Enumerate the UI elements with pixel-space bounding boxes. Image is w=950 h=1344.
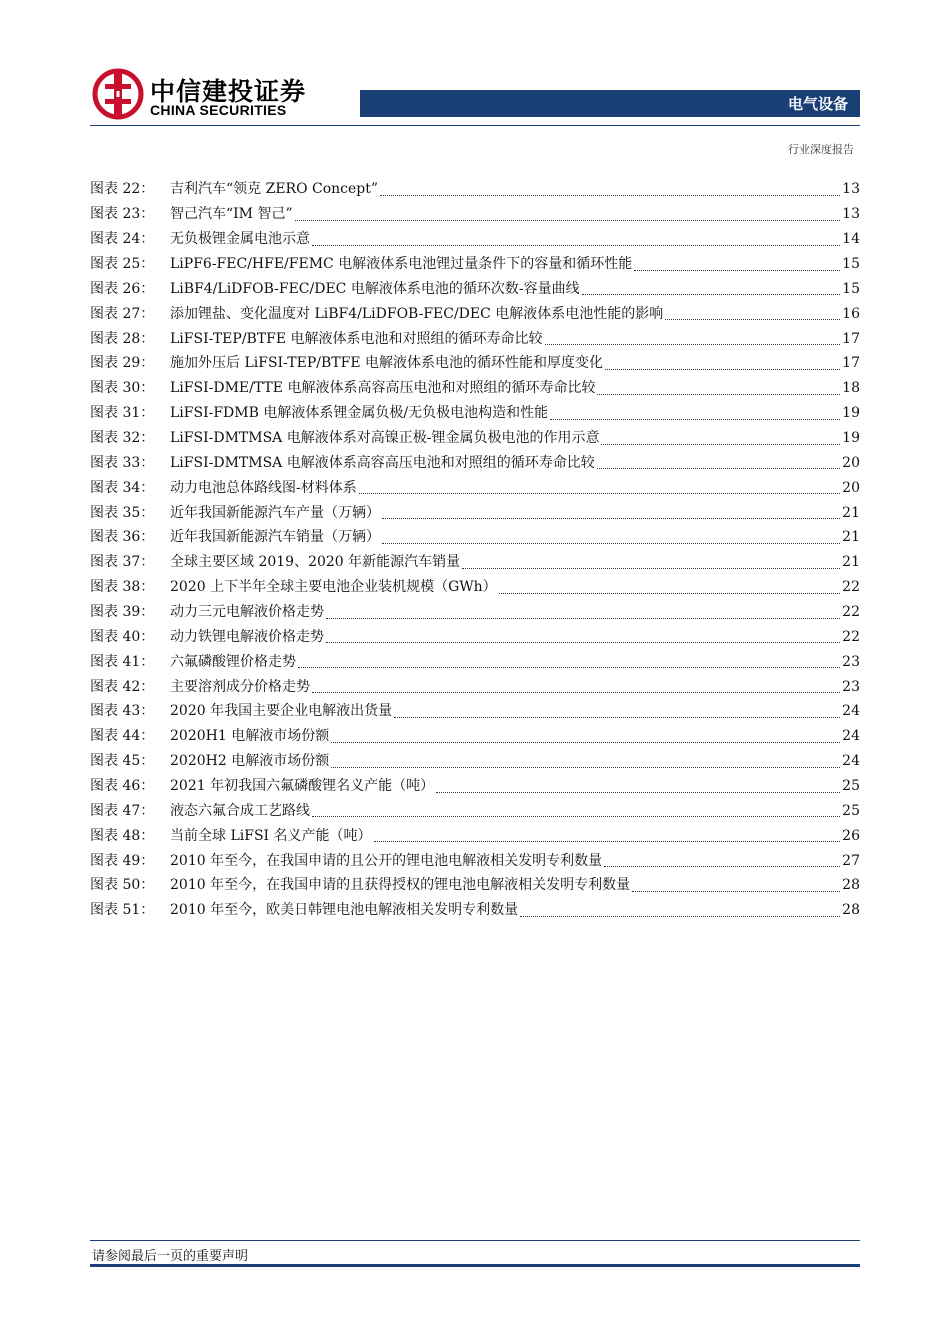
toc-leader-dots xyxy=(634,258,840,271)
toc-leader-dots xyxy=(545,332,841,345)
toc-entry-page: 23 xyxy=(842,653,860,670)
toc-leader-dots xyxy=(597,382,840,395)
toc-entry-number: 图表 39： xyxy=(90,604,155,621)
toc-leader-dots xyxy=(298,655,840,668)
toc-entry-page: 24 xyxy=(842,703,860,720)
toc-entry-page: 13 xyxy=(842,206,860,223)
toc-entry-title: 2010 年至今，在我国申请的且公开的锂电池电解液相关发明专利数量 xyxy=(170,852,603,869)
toc-entry-title: LiBF4/LiDFOB-FEC/DEC 电解液体系电池的循环次数-容量曲线 xyxy=(170,280,580,297)
toc-entry-number: 图表 30： xyxy=(90,380,155,397)
toc-entry-number: 图表 26： xyxy=(90,280,155,297)
toc-entry-page: 28 xyxy=(842,902,860,919)
toc-entry-number: 图表 45： xyxy=(90,753,155,770)
toc-entry-title: 主要溶剂成分价格走势 xyxy=(170,678,310,695)
toc-entry-number: 图表 37： xyxy=(90,554,155,571)
toc-entry-number: 图表 49： xyxy=(90,852,155,869)
toc-leader-dots xyxy=(382,506,840,519)
toc-entry[interactable] xyxy=(90,674,860,699)
toc-entry-page: 19 xyxy=(842,405,860,422)
toc-entry-title: 施加外压后 LiFSI-TEP/BTFE 电解液体系电池的循环性能和厚度变化 xyxy=(170,355,603,372)
toc-entry-title: LiFSI-DMTMSA 电解液体系高容高压电池和对照组的循环寿命比较 xyxy=(170,454,595,471)
toc-leader-dots xyxy=(394,705,840,718)
toc-entry-number: 图表 27： xyxy=(90,305,155,322)
toc-entry-page: 22 xyxy=(842,628,860,645)
toc-entry[interactable] xyxy=(90,326,860,351)
toc-entry-number: 图表 43： xyxy=(90,703,155,720)
toc-entry[interactable] xyxy=(90,624,860,649)
toc-entry-number: 图表 50： xyxy=(90,877,155,894)
toc-entry-title: 2021 年初我国六氟磷酸锂名义产能（吨） xyxy=(170,778,435,795)
toc-entry-number: 图表 33： xyxy=(90,454,155,471)
toc-entry-page: 24 xyxy=(842,728,860,745)
toc-leader-dots xyxy=(665,307,840,320)
toc-entry-title: LiFSI-FDMB 电解液体系锂金属负极/无负极电池构造和性能 xyxy=(170,405,549,422)
toc-leader-dots xyxy=(295,208,841,221)
toc-entry-title: 液态六氟合成工艺路线 xyxy=(170,802,310,819)
toc-entry-page: 17 xyxy=(842,355,860,372)
toc-leader-dots xyxy=(597,456,840,469)
toc-entry-title: 2020 年我国主要企业电解液出货量 xyxy=(170,703,393,720)
toc-entry-page: 28 xyxy=(842,877,860,894)
toc-entry[interactable] xyxy=(90,202,860,227)
toc-entry[interactable] xyxy=(90,649,860,674)
toc-entry-number: 图表 42： xyxy=(90,678,155,695)
toc-entry[interactable] xyxy=(90,500,860,525)
disclaimer-note: 请参阅最后一页的重要声明 xyxy=(92,1249,249,1264)
toc-entry-page: 25 xyxy=(842,778,860,795)
toc-leader-dots xyxy=(582,282,841,295)
brand-name-cn: 中信建投证券 xyxy=(150,77,307,106)
toc-leader-dots xyxy=(605,357,840,370)
toc-entry-title: 动力铁锂电解液价格走势 xyxy=(170,628,324,645)
toc-entry-number: 图表 22： xyxy=(90,181,155,198)
toc-leader-dots xyxy=(499,581,841,594)
toc-entry-number: 图表 38： xyxy=(90,579,155,596)
header-divider xyxy=(90,125,860,126)
toc-entry[interactable] xyxy=(90,351,860,376)
toc-entry-title: 吉利汽车“领克 ZERO Concept” xyxy=(170,181,379,198)
toc-entry[interactable] xyxy=(90,724,860,749)
toc-entry-page: 17 xyxy=(842,330,860,347)
toc-entry-number: 图表 48： xyxy=(90,827,155,844)
sector-banner xyxy=(360,90,860,117)
toc-entry-title: LiFSI-TEP/BTFE 电解液体系电池和对照组的循环寿命比较 xyxy=(170,330,543,347)
toc-entry-number: 图表 34： xyxy=(90,479,155,496)
toc-leader-dots xyxy=(312,804,840,817)
toc-entry-title: 添加锂盐、变化温度对 LiBF4/LiDFOB-FEC/DEC 电解液体系电池性能的影响 xyxy=(170,305,664,322)
toc-entry-number: 图表 24： xyxy=(90,231,155,248)
toc-entry[interactable] xyxy=(90,525,860,550)
footer-bar xyxy=(90,1264,860,1267)
toc-entry-title: 2010 年至今，欧美日韩锂电池电解液相关发明专利数量 xyxy=(170,902,519,919)
sector-label: 电气设备 xyxy=(787,95,848,113)
toc-entry-page: 21 xyxy=(842,529,860,546)
toc-leader-dots xyxy=(462,556,840,569)
toc-entry-page: 26 xyxy=(842,827,860,844)
toc-entry[interactable] xyxy=(90,749,860,774)
toc-entry-page: 20 xyxy=(842,479,860,496)
toc-entry-page: 22 xyxy=(842,604,860,621)
toc-entry[interactable] xyxy=(90,600,860,625)
toc-entry-number: 图表 44： xyxy=(90,728,155,745)
toc-entry-number: 图表 28： xyxy=(90,330,155,347)
footer-divider xyxy=(90,1240,860,1241)
toc-entry-title: 近年我国新能源汽车销量（万辆） xyxy=(170,529,380,546)
toc-entry[interactable] xyxy=(90,798,860,823)
toc-entry[interactable] xyxy=(90,252,860,277)
toc-leader-dots xyxy=(632,879,840,892)
toc-entry[interactable] xyxy=(90,823,860,848)
toc-leader-dots xyxy=(380,183,840,196)
toc-entry-page: 21 xyxy=(842,554,860,571)
toc-entry-title: 全球主要区域 2019、2020 年新能源汽车销量 xyxy=(170,554,461,571)
toc-leader-dots xyxy=(550,407,840,420)
toc-entry-number: 图表 32： xyxy=(90,430,155,447)
toc-entry-page: 24 xyxy=(842,753,860,770)
toc-entry[interactable] xyxy=(90,848,860,873)
toc-entry-page: 19 xyxy=(842,430,860,447)
toc-entry-title: 无负极锂金属电池示意 xyxy=(170,231,310,248)
toc-entry-page: 15 xyxy=(842,256,860,272)
toc-entry-page: 25 xyxy=(842,802,860,819)
toc-entry-title: 2020H2 电解液市场份额 xyxy=(170,753,330,770)
toc-entry-title: 当前全球 LiFSI 名义产能（吨） xyxy=(170,827,372,844)
toc-entry[interactable] xyxy=(90,898,860,923)
toc-entry-number: 图表 36： xyxy=(90,529,155,546)
toc-entry[interactable] xyxy=(90,873,860,898)
toc-entry-title: 动力电池总体路线图-材料体系 xyxy=(170,479,357,496)
toc-entry-number: 图表 31： xyxy=(90,405,155,422)
toc-entry-number: 图表 41： xyxy=(90,653,155,670)
toc-leader-dots xyxy=(604,854,840,867)
toc-leader-dots xyxy=(331,755,840,768)
toc-leader-dots xyxy=(312,233,840,246)
toc-entry[interactable] xyxy=(90,426,860,451)
toc-entry-title: 智己汽车“IM 智己” xyxy=(170,206,293,223)
toc-entry[interactable] xyxy=(90,177,860,202)
toc-entry-number: 图表 35： xyxy=(90,504,155,521)
toc-leader-dots xyxy=(326,606,840,619)
toc-leader-dots xyxy=(326,630,840,643)
toc-entry-title: 2010 年至今，在我国申请的且获得授权的锂电池电解液相关发明专利数量 xyxy=(170,877,631,894)
toc-entry[interactable] xyxy=(90,227,860,252)
toc-entry-number: 图表 46： xyxy=(90,778,155,795)
toc-entry-title: 2020 上下半年全球主要电池企业装机规模（GWh） xyxy=(170,579,497,596)
toc-entry[interactable] xyxy=(90,376,860,401)
toc-entry-page: 18 xyxy=(842,380,860,397)
toc-entry[interactable] xyxy=(90,774,860,799)
toc-leader-dots xyxy=(374,829,841,842)
toc-entry-number: 图表 51： xyxy=(90,902,155,919)
toc-entry-number: 图表 23： xyxy=(90,206,155,223)
toc-entry-number: 图表 40： xyxy=(90,628,155,645)
toc-entry-number: 图表 25： xyxy=(90,256,155,272)
toc-entry-title: 2020H1 电解液市场份额 xyxy=(170,728,330,745)
toc-entry[interactable] xyxy=(90,450,860,475)
brand-name-en: CHINA SECURITIES xyxy=(150,102,287,118)
toc-entry-page: 15 xyxy=(842,280,860,297)
toc-entry-title: 动力三元电解液价格走势 xyxy=(170,604,324,621)
toc-entry-page: 27 xyxy=(842,852,860,869)
toc-entry[interactable] xyxy=(90,276,860,301)
company-logo xyxy=(92,68,312,124)
toc-entry[interactable] xyxy=(90,401,860,426)
toc-leader-dots xyxy=(436,780,840,793)
toc-leader-dots xyxy=(520,904,840,917)
toc-entry-title: 近年我国新能源汽车产量（万辆） xyxy=(170,504,380,521)
toc-entry[interactable] xyxy=(90,699,860,724)
toc-entry-title: 六氟磷酸锂价格走势 xyxy=(170,653,296,670)
report-type: 行业深度报告 xyxy=(788,143,854,156)
toc-entry[interactable] xyxy=(90,301,860,326)
toc-entry[interactable] xyxy=(90,475,860,500)
toc-entry-page: 23 xyxy=(842,678,860,695)
toc-entry-page: 14 xyxy=(842,231,860,248)
toc-leader-dots xyxy=(359,481,840,494)
toc-entry-page: 20 xyxy=(842,454,860,471)
toc-entry-number: 图表 29： xyxy=(90,355,155,372)
toc-entry[interactable] xyxy=(90,550,860,575)
toc-entry-page: 22 xyxy=(842,579,860,596)
toc-entry-number: 图表 47： xyxy=(90,802,155,819)
figure-index xyxy=(90,177,860,923)
toc-entry-page: 21 xyxy=(842,504,860,521)
citic-logo-icon xyxy=(92,68,144,120)
toc-leader-dots xyxy=(601,432,840,445)
toc-entry-title: LiFSI-DME/TTE 电解液体系高容高压电池和对照组的循环寿命比较 xyxy=(170,380,596,397)
toc-leader-dots xyxy=(382,531,840,544)
toc-entry-page: 16 xyxy=(842,305,860,322)
toc-entry-title: LiFSI-DMTMSA 电解液体系对高镍正极-锂金属负极电池的作用示意 xyxy=(170,430,600,447)
toc-leader-dots xyxy=(312,680,840,693)
toc-entry-title: LiPF6-FEC/HFE/FEMC 电解液体系电池锂过量条件下的容量和循环性能 xyxy=(170,256,633,272)
toc-leader-dots xyxy=(331,730,840,743)
toc-entry[interactable] xyxy=(90,575,860,600)
toc-entry-page: 13 xyxy=(842,181,860,198)
